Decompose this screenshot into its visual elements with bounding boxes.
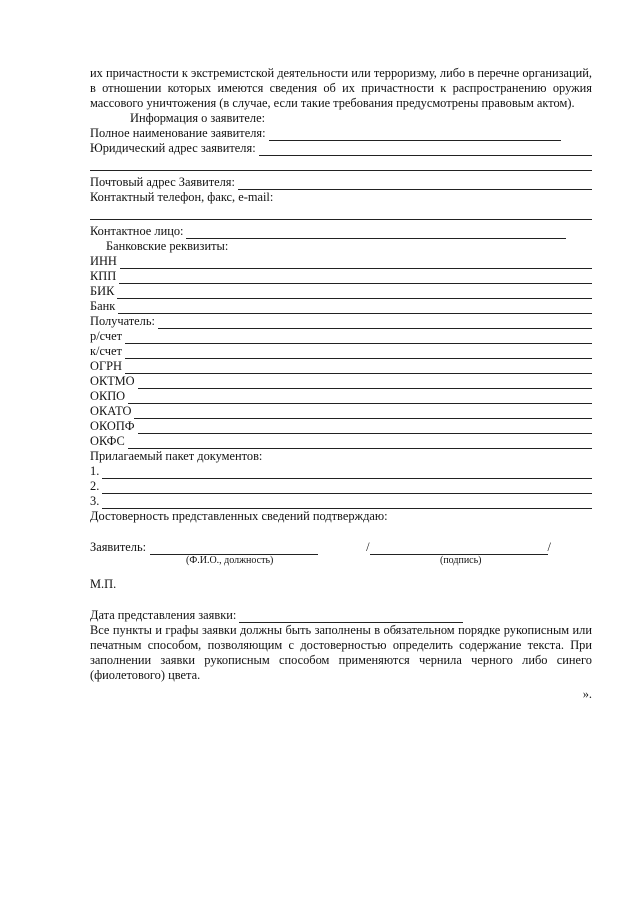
- bank-field-input[interactable]: [158, 317, 592, 329]
- contact-person-row: [90, 224, 592, 239]
- closing-mark: ».: [582, 687, 592, 701]
- bank-field-input[interactable]: [120, 257, 592, 269]
- legal-address-row: [90, 141, 592, 156]
- postal-address-label: Почтовый адрес Заявителя:: [90, 175, 235, 189]
- contact-person-field[interactable]: [186, 227, 566, 239]
- bank-field-label: р/счет: [90, 329, 123, 343]
- date-label: Дата представления заявки:: [90, 608, 237, 622]
- intro-paragraph: их причастности к экстремистской деятельности или терроризму, либо в перечне организаций, в отношении которых имеются сведения об их причастности к распространению оружия массового уничтожения (в случае, если такие требования предусмотрены правовым актом).: [90, 66, 592, 110]
- bank-field-row: [90, 344, 592, 359]
- applicant-info-title: Информация о заявителе:: [130, 111, 266, 125]
- bank-field-row: [90, 314, 592, 329]
- caption-name: (Ф.И.О., должность): [186, 555, 274, 566]
- bank-details-list: [90, 254, 592, 449]
- bank-field-label: Банк: [90, 299, 116, 313]
- bank-field-row: [90, 434, 592, 449]
- applicant-signature-field[interactable]: [370, 543, 548, 555]
- bank-field-label: ОКАТО: [90, 404, 132, 418]
- document-item-row: [90, 479, 592, 494]
- postal-address-field[interactable]: [238, 178, 592, 190]
- contacts-field[interactable]: [90, 205, 592, 220]
- bank-field-label: ОКФС: [90, 434, 125, 448]
- bank-field-label: БИК: [90, 284, 115, 298]
- application-form-page: [90, 66, 592, 702]
- bank-field-input[interactable]: [128, 392, 592, 404]
- signature-captions: [90, 555, 592, 567]
- document-item-row: [90, 464, 592, 479]
- bank-field-row: [90, 269, 592, 284]
- bank-details-title: Банковские реквизиты:: [106, 239, 229, 253]
- bank-field-row: [90, 284, 592, 299]
- applicant-label: Заявитель:: [90, 540, 147, 554]
- bank-field-row: [90, 419, 592, 434]
- date-field[interactable]: [239, 611, 463, 623]
- document-item-input[interactable]: [102, 467, 592, 479]
- contact-person-label: Контактное лицо:: [90, 224, 184, 238]
- bank-field-input[interactable]: [138, 422, 592, 434]
- bank-field-label: ИНН: [90, 254, 117, 268]
- slash-open: /: [366, 540, 370, 554]
- contacts-row: [90, 190, 592, 205]
- postal-address-row: [90, 175, 592, 190]
- full-name-field[interactable]: [269, 129, 561, 141]
- signature-row: [90, 540, 592, 555]
- bank-field-label: ОГРН: [90, 359, 122, 373]
- document-item-number: 1.: [90, 464, 100, 478]
- confirm-text: Достоверность представленных сведений подтверждаю:: [90, 509, 388, 523]
- bank-field-row: [90, 359, 592, 374]
- bank-field-input[interactable]: [125, 362, 592, 374]
- bank-field-input[interactable]: [117, 287, 592, 299]
- bank-field-row: [90, 299, 592, 314]
- legal-address-field[interactable]: [259, 144, 592, 156]
- bank-field-label: ОКОПФ: [90, 419, 135, 433]
- bank-field-input[interactable]: [138, 377, 592, 389]
- document-item-number: 3.: [90, 494, 100, 508]
- date-row: [90, 608, 592, 623]
- document-item-input[interactable]: [102, 482, 592, 494]
- bank-field-input[interactable]: [128, 437, 592, 449]
- bank-field-input[interactable]: [134, 407, 592, 419]
- bank-field-label: ОКПО: [90, 389, 126, 403]
- applicant-name-field[interactable]: [150, 543, 318, 555]
- bank-field-label: к/счет: [90, 344, 122, 358]
- bank-field-label: Получатель:: [90, 314, 155, 328]
- bank-field-input[interactable]: [119, 272, 592, 284]
- rules-paragraph: Все пункты и графы заявки должны быть заполнены в обязательном порядке рукописным или печатным способом, позволяющим с достоверностью определить содержание текста. При заполнении заявки рукописным способом применяются чернила черного либо синего (фиолетового) цвета.: [90, 623, 592, 682]
- document-item-input[interactable]: [102, 497, 592, 509]
- full-name-label: Полное наименование заявителя:: [90, 126, 266, 140]
- bank-field-label: ОКТМО: [90, 374, 135, 388]
- legal-address-field-continuation[interactable]: [90, 156, 592, 171]
- document-item-number: 2.: [90, 479, 100, 493]
- contacts-label: Контактный телефон, факс, e-mail:: [90, 190, 274, 204]
- bank-field-input[interactable]: [125, 332, 592, 344]
- bank-field-input[interactable]: [118, 302, 592, 314]
- full-name-row: [90, 126, 592, 141]
- documents-title: Прилагаемый пакет документов:: [90, 449, 263, 463]
- bank-field-input[interactable]: [125, 347, 592, 359]
- document-item-row: [90, 494, 592, 509]
- stamp-mark: М.П.: [90, 577, 117, 591]
- bank-field-row: [90, 404, 592, 419]
- bank-field-row: [90, 254, 592, 269]
- legal-address-label: Юридический адрес заявителя:: [90, 141, 256, 155]
- bank-field-row: [90, 374, 592, 389]
- documents-list: [90, 464, 592, 509]
- bank-field-row: [90, 329, 592, 344]
- slash-close: /: [547, 540, 551, 554]
- bank-field-row: [90, 389, 592, 404]
- caption-signature: (подпись): [440, 555, 482, 566]
- bank-field-label: КПП: [90, 269, 117, 283]
